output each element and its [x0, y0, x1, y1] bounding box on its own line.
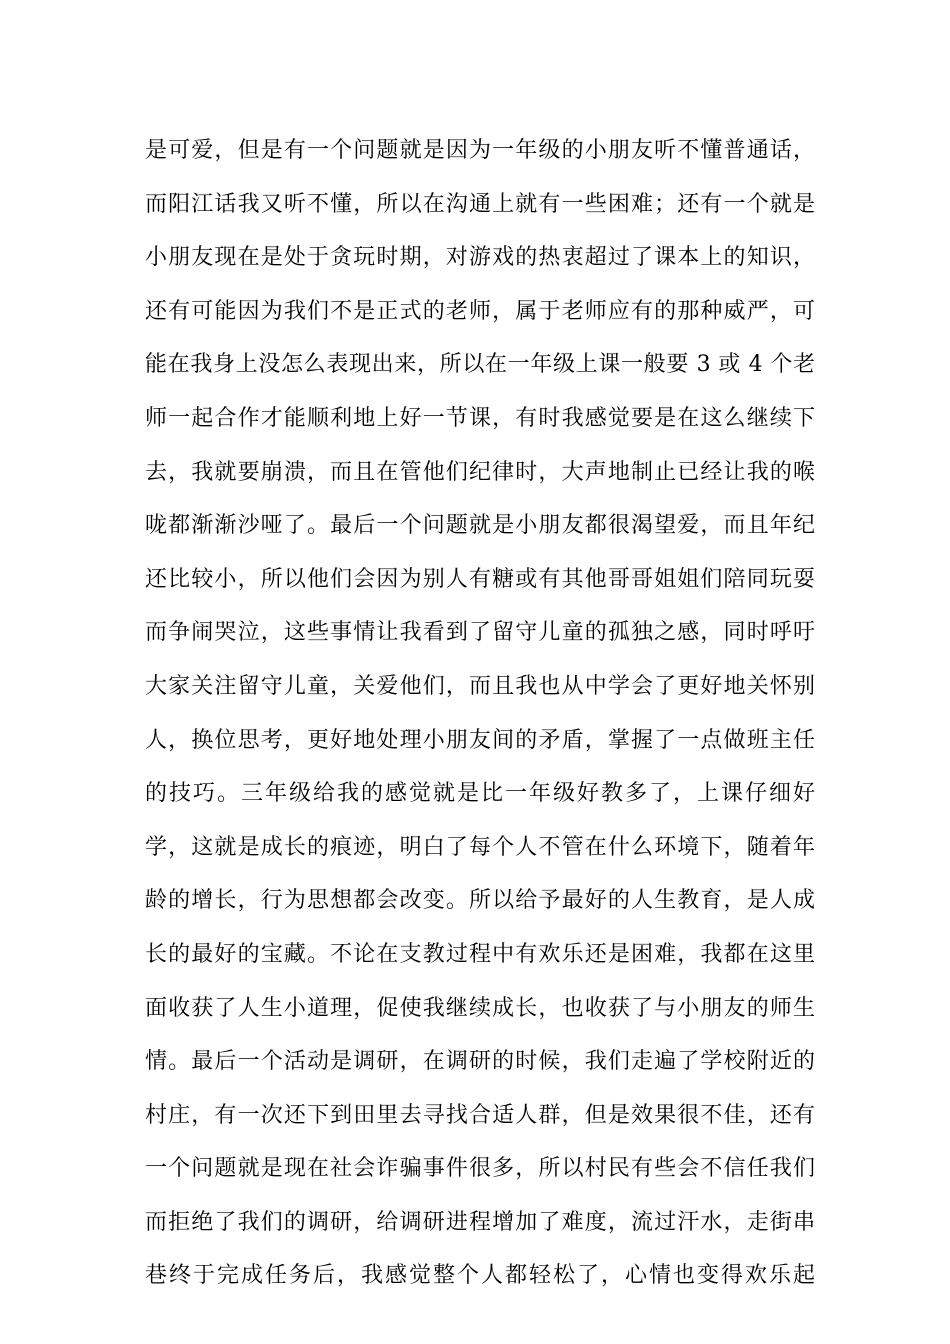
text-line: 是可爱，但是有一个问题就是因为一年级的小朋友听不懂普通话，	[145, 138, 815, 163]
text-line: 龄的增长，行为思想都会改变。所以给予最好的人生教育，是人成	[145, 888, 815, 914]
text-line: 能在我身上没怎么表现出来，所以在一年级上课一般要 3 或 4 个老	[145, 352, 815, 378]
text-line: 咙都渐渐沙哑了。最后一个问题就是小朋友都很渴望爱，而且年纪	[145, 513, 815, 539]
body-paragraph	[145, 130, 815, 1309]
text-line: 还有可能因为我们不是正式的老师，属于老师应有的那种威严，可	[145, 298, 815, 324]
text-line: 去，我就要崩溃，而且在管他们纪律时，大声地制止已经让我的喉	[145, 459, 815, 485]
text-line: 而拒绝了我们的调研，给调研进程增加了难度，流过汗水，走街串	[145, 1209, 815, 1235]
text-line: 长的最好的宝藏。不论在支教过程中有欢乐还是困难，我都在这里	[145, 941, 815, 967]
text-line: 大家关注留守儿童，关爱他们，而且我也从中学会了更好地关怀别	[145, 673, 815, 699]
text-line: 师一起合作才能顺利地上好一节课，有时我感觉要是在这么继续下	[145, 405, 815, 431]
text-line: 而阳江话我又听不懂，所以在沟通上就有一些困难；还有一个就是	[145, 191, 815, 217]
text-line: 还比较小，所以他们会因为别人有糖或有其他哥哥姐姐们陪同玩耍	[145, 566, 815, 592]
text-line: 学，这就是成长的痕迹，明白了每个人不管在什么环境下，随着年	[145, 834, 815, 860]
text-line: 情。最后一个活动是调研，在调研的时候，我们走遍了学校附近的	[145, 1049, 815, 1075]
text-line: 人，换位思考，更好地处理小朋友间的矛盾，掌握了一点做班主任	[145, 727, 815, 753]
text-line: 而争闹哭泣，这些事情让我看到了留守儿童的孤独之感，同时呼吁	[145, 620, 815, 646]
text-line: 小朋友现在是处于贪玩时期，对游戏的热衷超过了课本上的知识，	[145, 245, 815, 271]
text-line: 一个问题就是现在社会诈骗事件很多，所以村民有些会不信任我们	[145, 1156, 815, 1182]
text-line: 巷终于完成任务后，我感觉整个人都轻松了，心情也变得欢乐起	[145, 1263, 815, 1289]
text-line: 的技巧。三年级给我的感觉就是比一年级好教多了，上课仔细好	[145, 781, 815, 807]
text-line: 面收获了人生小道理，促使我继续成长，也收获了与小朋友的师生	[145, 995, 815, 1021]
text-line: 村庄，有一次还下到田里去寻找合适人群，但是效果很不佳，还有	[145, 1102, 815, 1128]
